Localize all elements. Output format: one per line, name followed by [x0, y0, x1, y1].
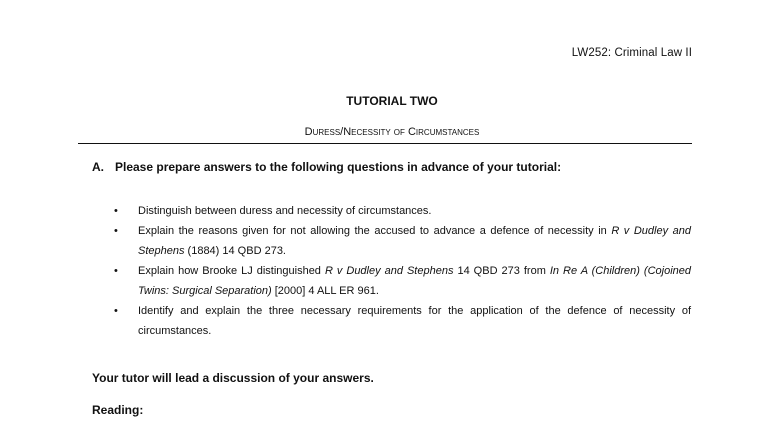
tutor-note: Your tutor will lead a discussion of your answers. — [92, 371, 374, 385]
question-item — [108, 261, 691, 301]
case-citation: R v Dudley and Stephens — [324, 265, 454, 277]
question-text: [2000] 4 ALL ER 961. — [271, 285, 379, 297]
bullet-icon: • — [114, 225, 118, 237]
section-a-heading — [92, 160, 561, 174]
question-item — [108, 221, 691, 261]
question-text: Explain how Brooke LJ distinguished — [138, 265, 325, 277]
tutorial-title: TUTORIAL TWO — [346, 94, 438, 108]
section-letter: A. — [92, 160, 104, 174]
question-text: Distinguish between duress and necessity of circumstances. — [138, 205, 432, 217]
title-divider — [78, 143, 692, 144]
case-citation: In Re A (Children) (Cojoined Twins: Surgical Separation) — [138, 265, 691, 297]
question-text: Explain the reasons given for not allowing the accused to advance a defence of necessity in — [138, 225, 612, 237]
section-heading-text: Please prepare answers to the following questions in advance of your tutorial: — [115, 160, 562, 174]
tutorial-subtitle: Duress/Necessity of Circumstances — [304, 126, 480, 138]
course-code: LW252: Criminal Law II — [571, 47, 692, 59]
reading-heading: Reading: — [92, 403, 144, 417]
question-text: Identify and explain the three necessary requirements for the application of the defence of necessity of circumstances. — [138, 305, 691, 337]
question-list — [108, 201, 691, 341]
bullet-icon: • — [114, 205, 118, 217]
case-citation: R v Dudley and Stephens — [138, 225, 691, 257]
question-text: (1884) 14 QBD 273. — [184, 245, 286, 257]
bullet-icon: • — [114, 305, 118, 317]
question-item — [108, 301, 691, 341]
bullet-icon: • — [114, 265, 118, 277]
question-item — [108, 201, 691, 221]
question-text: 14 QBD 273 from — [453, 265, 550, 277]
